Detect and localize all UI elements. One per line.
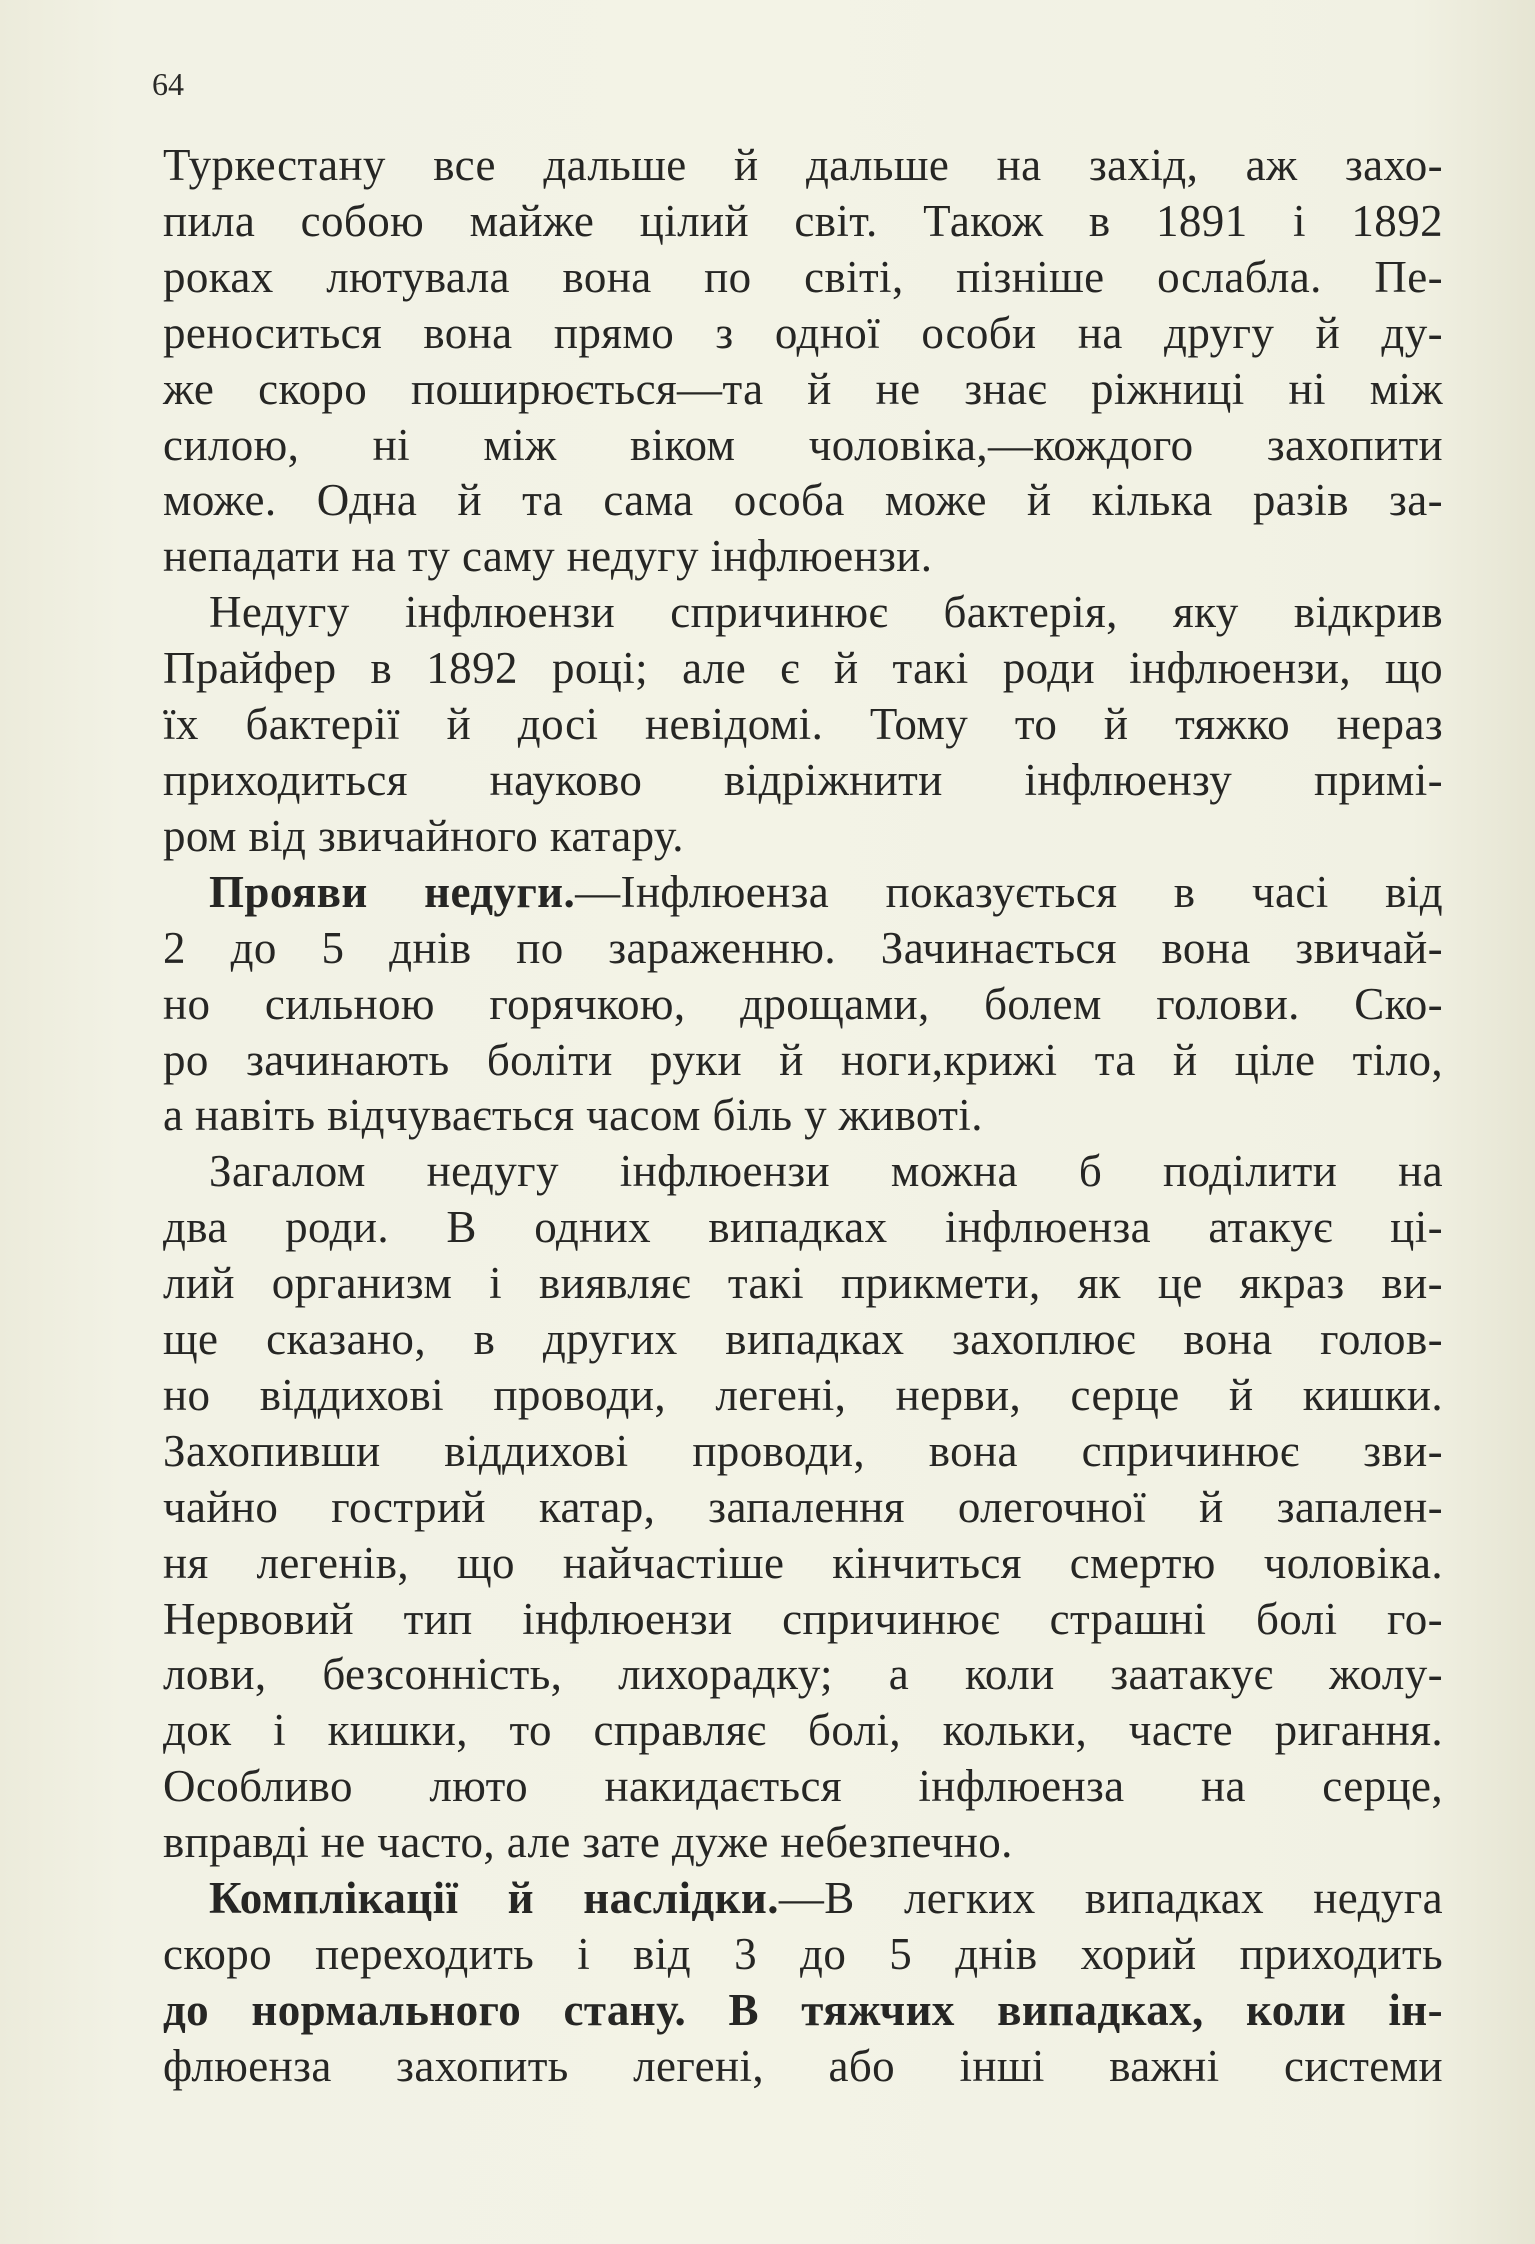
text-line: лови, безсонність, лихорадку; а коли заатакує жолу- <box>163 1649 1443 1700</box>
text-line: Туркестану все дальше й дальше на захід, аж захо- <box>163 140 1443 190</box>
text-line: два роди. В одних випадках інфлюенза атакує ці- <box>163 1202 1443 1253</box>
text-line-rest: —В легких випадках недуга <box>778 1873 1443 1924</box>
paragraph-symptoms <box>163 865 1443 1145</box>
text-line: же скоро поширюється—та й не знає ріжниці ні між <box>163 363 1443 414</box>
text-line: флюенза захопить легені, або інші важні системи <box>163 2040 1443 2091</box>
page-number: 64 <box>152 66 184 102</box>
section-heading-complications: Комплікації й наслідки. <box>209 1873 779 1924</box>
body-text <box>163 138 1443 2095</box>
text-line: вправді не часто, але зате дуже небезпечно. <box>163 1817 1013 1868</box>
text-line: реноситься вона прямо з одної особи на другу й ду- <box>163 307 1443 358</box>
text-line <box>163 1871 1443 1927</box>
text-line: силою, ні між віком чоловіка,—кождого захопити <box>163 419 1443 470</box>
text-line: Особливо люто накидається інфлюенза на серце, <box>163 1761 1443 1812</box>
text-line: пила собою майже цілий світ. Також в 1891 і 1892 <box>163 195 1443 246</box>
text-line: ще сказано, в других випадках захоплює вона голов- <box>163 1314 1443 1365</box>
section-heading-symptoms: Прояви недуги. <box>209 866 576 917</box>
text-line: роках лютувала вона по світі, пізніше ослабла. Пе- <box>163 251 1443 302</box>
text-line: чайно гострий катар, запалення олегочної й запален- <box>163 1481 1443 1532</box>
text-line: док і кишки, то справляє болі, кольки, часте ригання. <box>163 1705 1443 1756</box>
paragraph-1 <box>163 138 1443 585</box>
text-line: Нервовий тип інфлюензи спричинює страшні болі го- <box>163 1593 1443 1644</box>
text-line: но сильною горячкою, дрощами, болем голови. Ско- <box>163 978 1443 1029</box>
text-line-rest: —Інфлюенза показується в часі від <box>575 866 1444 917</box>
text-line: до нормального стану. В тяжчих випадках, коли ін- <box>163 1984 1443 2035</box>
text-line: непадати на ту саму недугу інфлюензи. <box>163 531 933 582</box>
paragraph-types <box>163 1144 1443 1871</box>
text-line: Прайфер в 1892 році; але є й такі роди інфлюензи, що <box>163 643 1443 694</box>
text-line: ро зачинають боліти руки й ноги,крижі та й ціле тіло, <box>163 1034 1443 1085</box>
text-line: ня легенів, що найчастіше кінчиться смертю чоловіка. <box>163 1537 1443 1588</box>
paragraph-2 <box>163 585 1443 865</box>
text-line: но віддихові проводи, легені, нерви, серце й кишки. <box>163 1369 1443 1420</box>
text-line: їх бактерії й досі невідомі. Тому то й тяжко нераз <box>163 699 1443 750</box>
text-line: а навіть відчувається часом біль у животі. <box>163 1090 983 1141</box>
text-line: Захопивши віддихові проводи, вона спричинює зви- <box>163 1425 1443 1476</box>
text-line: скоро переходить і від 3 до 5 днів хорий приходить <box>163 1929 1443 1979</box>
text-line: 2 до 5 днів по зараженню. Зачинається вона звичай- <box>163 922 1443 973</box>
text-line: Недугу інфлюензи спричинює бактерія, яку відкрив <box>209 587 1443 638</box>
text-line: приходиться науково відріжнити інфлюензу примі- <box>163 754 1443 805</box>
text-line <box>163 865 1443 921</box>
text-line: Загалом недугу інфлюензи можна б поділити на <box>209 1146 1443 1197</box>
text-line: лий организм і виявляє такі прикмети, як це якраз ви- <box>163 1258 1443 1309</box>
paragraph-complications <box>163 1871 1443 2095</box>
text-line: ром від звичайного катару. <box>163 810 684 861</box>
text-line: може. Одна й та сама особа може й кілька разів за- <box>163 475 1443 526</box>
